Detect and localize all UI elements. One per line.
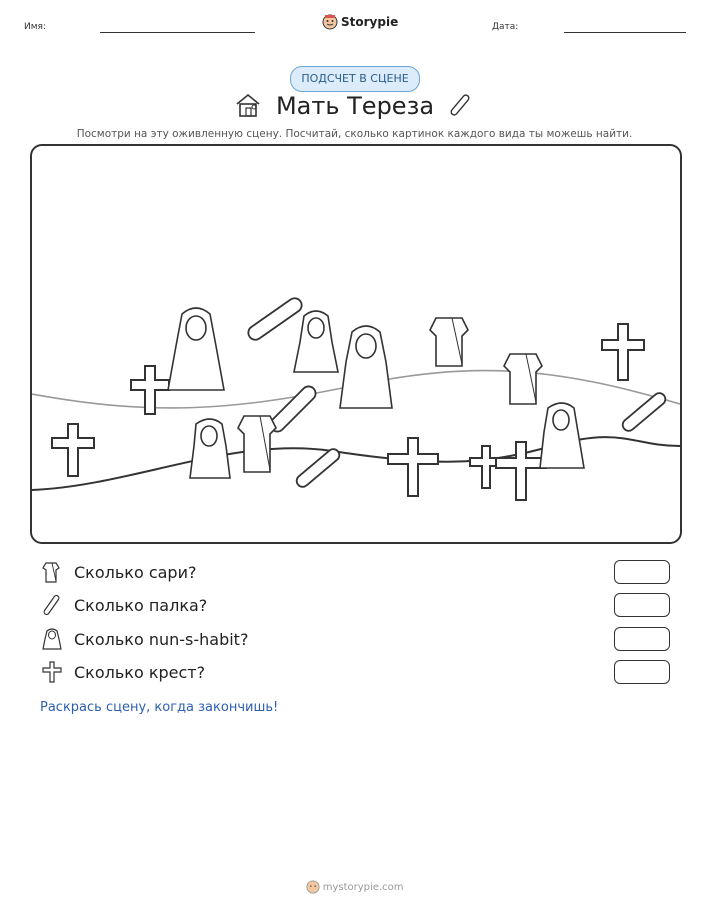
question-row-stick	[40, 593, 670, 621]
answer-box-cross[interactable]	[614, 660, 670, 684]
cross-icon	[40, 660, 64, 684]
cross	[52, 424, 94, 476]
question-text: Сколько сари?	[74, 563, 197, 582]
nun-habit	[168, 308, 224, 390]
storypie-mascot-icon	[306, 880, 320, 894]
nun-habit	[540, 403, 584, 468]
sari	[430, 318, 468, 366]
name-line[interactable]	[100, 32, 255, 33]
question-row-nun-habit	[40, 627, 670, 655]
instructions: Посмотри на эту оживленную сцену. Посчитай, сколько картинок каждого вида ты можешь найти.	[76, 128, 633, 140]
answer-box-nun-habit[interactable]	[614, 627, 670, 651]
sari-icon	[40, 560, 64, 584]
question-text: Сколько палка?	[74, 596, 208, 615]
nun-habit	[190, 419, 230, 478]
activity-badge: ПОДСЧЕТ В СЦЕНЕ	[290, 66, 420, 92]
stick-icon	[40, 593, 64, 617]
answer-box-stick[interactable]	[614, 593, 670, 617]
sari	[238, 416, 276, 472]
cross	[602, 324, 644, 380]
nun-habit	[294, 311, 338, 372]
color-hint: Раскрась сцену, когда закончишь!	[40, 700, 279, 715]
brand-name: Storypie	[341, 15, 399, 29]
footer-site[interactable]: mystorypie.com	[322, 882, 404, 893]
name-label: Имя:	[24, 22, 46, 32]
stick	[246, 295, 305, 342]
stick	[294, 447, 342, 490]
cross	[388, 438, 438, 496]
cross	[496, 442, 546, 500]
page-title: Мать Тереза	[275, 92, 435, 120]
nun-habit	[340, 326, 392, 408]
question-row-cross	[40, 660, 670, 688]
nun-habit-icon	[40, 627, 64, 651]
question-row-sari	[40, 560, 670, 588]
stick	[620, 391, 668, 434]
footer	[0, 880, 709, 894]
brand-logo	[322, 13, 399, 31]
counting-scene	[30, 144, 682, 544]
question-text: Сколько nun-s-habit?	[74, 630, 249, 649]
question-text: Сколько крест?	[74, 663, 206, 682]
sari	[504, 354, 542, 404]
date-line[interactable]	[564, 32, 686, 33]
date-label: Дата:	[492, 22, 519, 32]
answer-box-sari[interactable]	[614, 560, 670, 584]
stick-icon	[447, 92, 473, 118]
storypie-mascot-icon	[322, 14, 338, 30]
